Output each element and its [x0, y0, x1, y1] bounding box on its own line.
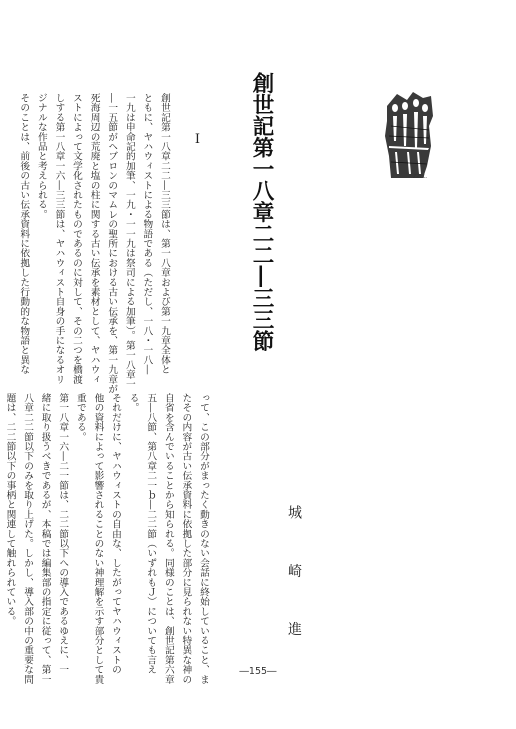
lower-paragraph: [4, 393, 212, 684]
text-line: 重である。: [74, 393, 86, 442]
text-line: 題は、二二節以下の事柄と関連して触れられている。: [4, 393, 16, 626]
text-line: 八章二二節以下のみを取り上げた。しかし、導入部の中の重要な問: [22, 393, 34, 684]
article-title: 創世記第一八章二二―三三節: [249, 72, 274, 352]
text-line: 緒に取り扱うべきであるが、本稿では編集部の指定に従って、第一: [39, 393, 51, 684]
text-line: 一九は申命記的加筆、一九・一一九は祭司による加筆）。第一八章一: [123, 93, 135, 389]
text-line: ―一五節がヘブロンのマムレの聖所における古い伝承を、第一九章が: [106, 93, 118, 394]
text-line: 創世記第一八章二二―三三節は、第一八章および第一九章全体と: [159, 93, 170, 375]
text-line: たその内容が古い伝承資料に依拠した部分に見られない特異な神の: [180, 393, 192, 684]
woodcut-figures-illustration: [383, 86, 435, 186]
text-line: それだけに、ヤハウィストの自由な、したがってヤハウィストの: [110, 393, 122, 675]
woodcut-illustration: [383, 86, 435, 186]
section-marker: I: [190, 132, 205, 147]
text-line: る。: [127, 393, 139, 413]
upper-paragraph: [0, 93, 173, 394]
text-line: 自省を含んでいることから知られる。同様のことは、創世記第六章: [162, 393, 174, 684]
text-line: って、この部分がまったく動きのない会話に終始していること、ま: [198, 393, 209, 684]
text-line: そのことは、前後の古い伝承資料に依拠した行動的な物語と異な: [18, 93, 30, 375]
text-line: しする第一八章一六―三三節は、ヤハウィスト自身の手になるオリ: [53, 93, 65, 384]
text-line: 五―八節、第八章二一ｂ―二二節（いずれもＪ）についても言え: [145, 393, 157, 675]
text-line: ともに、ヤハウィストによる物語である（ただし、一八・一八―: [141, 93, 153, 375]
text-line: 第一八章一六―二一節は、二二節以下への導入であるゆえに、一: [57, 393, 69, 675]
page-number: ―155―: [239, 666, 277, 677]
text-line: 他の資料によって影響されることのない神理解を示す部分として貴: [92, 393, 104, 684]
illustration-signature: ZZEL.: [413, 174, 428, 180]
text-line: ストによって文学化されたものであるのに対して、その二つを橋渡: [71, 93, 83, 384]
text-line: 死海周辺の荒廃と塩の柱に関する古い伝承を素材として、ヤハウィ: [88, 93, 100, 384]
author-name: 城 崎 進: [286, 505, 302, 656]
text-line: ジナルな作品と考えられる。: [35, 93, 47, 220]
